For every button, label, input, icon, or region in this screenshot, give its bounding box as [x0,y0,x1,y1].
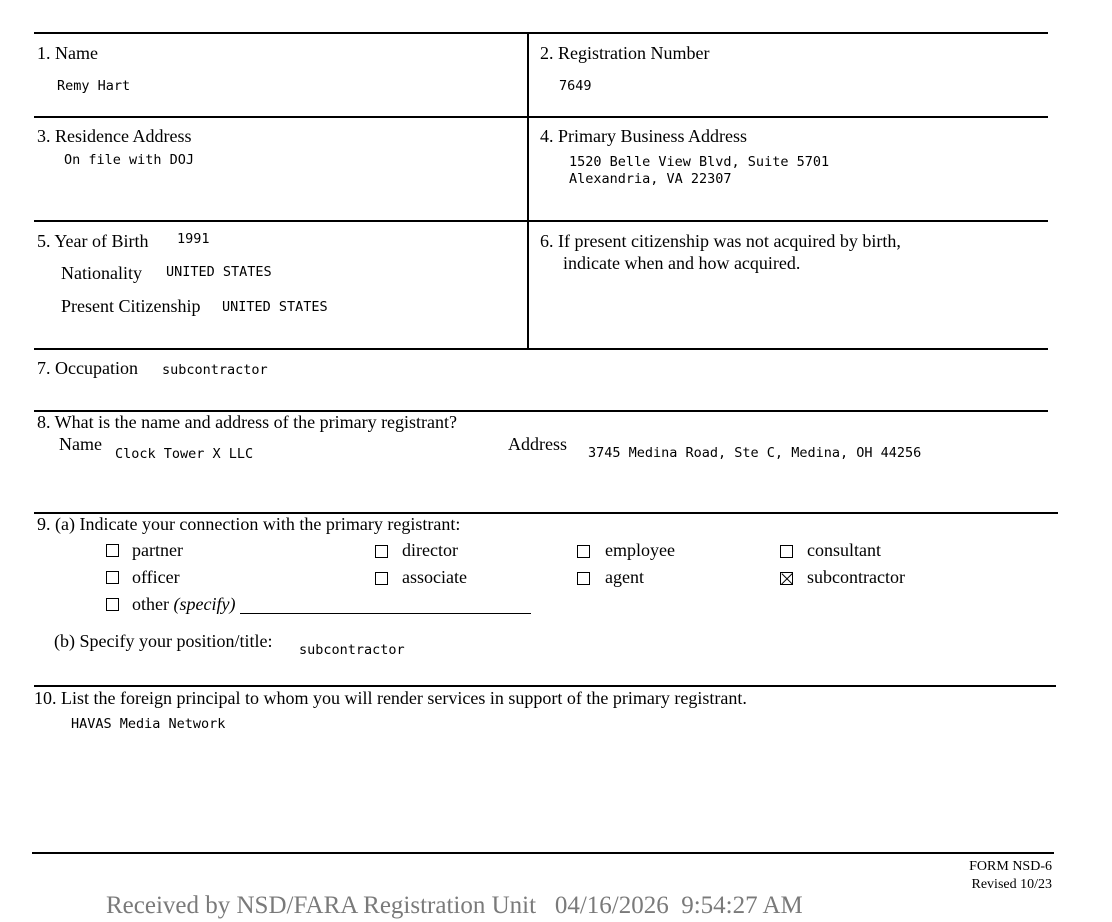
officer-checkbox[interactable] [106,571,119,584]
citizenship-value: UNITED STATES [222,299,328,315]
residence-address-value: On file with DOJ [64,152,195,168]
year-of-birth-label: 5. Year of Birth [37,231,149,251]
citizenship-label: Present Citizenship [61,296,201,316]
rule-vertical [527,33,529,349]
rule-after-row1 [34,116,1048,118]
primary-registrant-question: 8. What is the name and address of the primary registrant? [37,412,458,432]
name-value: Remy Hart [57,78,131,94]
associate-checkbox[interactable] [375,572,388,585]
other-checkbox[interactable] [106,598,119,611]
position-title-value: subcontractor [299,642,405,658]
subcontractor-checkbox[interactable] [780,572,793,585]
registrant-name-value: Clock Tower X LLC [115,446,254,462]
form-number: FORM NSD-6 [969,859,1052,874]
rule-top [34,32,1048,34]
nationality-label: Nationality [61,263,142,283]
position-title-label: (b) Specify your position/title: [54,631,273,651]
registration-number-label: 2. Registration Number [540,43,710,63]
registration-number-value: 7649 [559,78,592,94]
business-address-line2: Alexandria, VA 22307 [569,171,732,187]
officer-label: officer [132,567,180,587]
consultant-label: consultant [807,540,881,560]
partner-checkbox[interactable] [106,544,119,557]
year-of-birth-value: 1991 [177,231,210,247]
name-label: 1. Name [37,43,98,63]
subcontractor-label: subcontractor [807,567,905,587]
employee-checkbox[interactable] [577,545,590,558]
business-address-line1: 1520 Belle View Blvd, Suite 5701 [569,154,830,170]
employee-label: employee [605,540,675,560]
rule-after-connection [34,685,1056,687]
director-label: director [402,540,458,560]
registrant-address-label: Address [508,434,567,454]
foreign-principal-value: HAVAS Media Network [71,716,226,732]
foreign-principal-question: 10. List the foreign principal to whom you will render services in support of the primary registrant. [34,688,747,708]
nationality-value: UNITED STATES [166,264,272,280]
other-label [132,594,235,615]
rule-after-row2 [34,220,1048,222]
occupation-label: 7. Occupation [37,358,138,378]
received-stamp: Received by NSD/FARA Registration Unit 04/16/2026 9:54:27 AM [106,892,803,919]
other-specify-line[interactable] [240,613,531,614]
other-specify-text: (specify) [173,594,236,614]
associate-label: associate [402,567,467,587]
occupation-value: subcontractor [162,362,268,378]
rule-after-row3 [34,348,1048,350]
connection-question: 9. (a) Indicate your connection with the primary registrant: [37,514,461,534]
rule-bottom [32,852,1054,854]
citizenship-acquired-question: 6. If present citizenship was not acquired by birth, [540,231,901,251]
consultant-checkbox[interactable] [780,545,793,558]
director-checkbox[interactable] [375,545,388,558]
partner-label: partner [132,540,183,560]
citizenship-acquired-question-line2: indicate when and how acquired. [563,253,801,273]
agent-checkbox[interactable] [577,572,590,585]
business-address-label: 4. Primary Business Address [540,126,747,146]
registrant-name-label: Name [59,434,102,454]
other-label-text: other [132,594,169,614]
agent-label: agent [605,567,644,587]
form-revised: Revised 10/23 [971,877,1052,892]
registrant-address-value: 3745 Medina Road, Ste C, Medina, OH 44256 [588,445,922,461]
residence-address-label: 3. Residence Address [37,126,192,146]
